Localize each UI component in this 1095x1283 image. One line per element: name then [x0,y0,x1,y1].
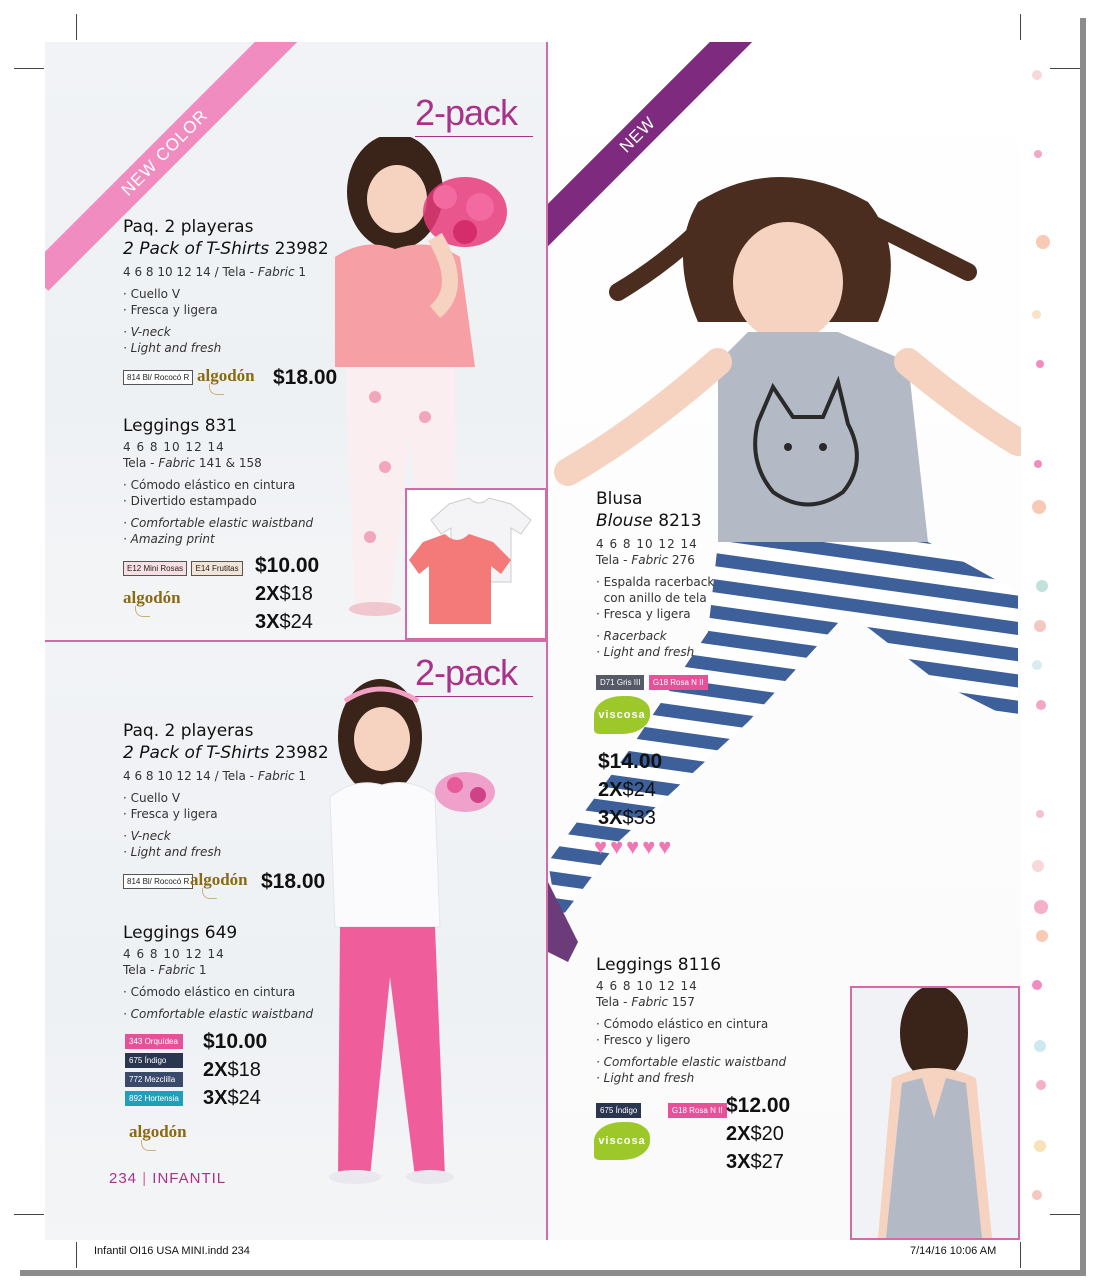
feature-es: · Cuello V [123,287,181,301]
color-swatch: 772 Mezclilla [125,1072,183,1087]
print-date: 7/14/16 10:06 AM [910,1245,997,1257]
panel-bottom-left [45,642,546,1240]
product-fabric: Tela - Fabric 157 [596,995,695,1009]
panel-top-left [45,42,547,640]
color-swatch: G18 Rosa N II [649,675,708,690]
heart-icon: ♥ [626,834,640,859]
product-subtitle: 2 Pack of T-Shirts 23982 [123,239,329,259]
product-sizes: 4 6 8 10 12 14 / Tela - Fabric 1 [123,769,307,783]
product-title: Leggings 649 [123,923,238,943]
ribbon-new-color-label: NEW COLOR [117,105,212,200]
heart-icon: ♥ [642,834,656,859]
color-swatch: D71 Gris III [596,675,644,690]
color-swatch: 814 Bl/ Rococó R [123,874,193,889]
crop-mark [1020,14,1021,40]
price: $18.00 [261,870,326,893]
crop-mark [1050,1214,1080,1215]
product-leggings-649 [123,922,423,1022]
two-pack-badge: 2-pack [415,652,533,697]
feature-en: · Comfortable elastic waistband [123,516,314,530]
crop-mark [1020,1242,1021,1268]
feature-es: · Fresca y ligera [123,303,218,317]
algodon-logo: algodón [129,1122,187,1151]
color-swatch: 814 Bl/ Rococó R [123,370,193,385]
crop-mark [1050,68,1080,69]
product-sizes: 4 6 8 10 12 14 / Tela - Fabric 1 [123,265,307,279]
product-sizes: 4 6 8 10 12 14 [596,979,698,993]
feature-en: · Comfortable elastic waistband [123,1007,314,1021]
ribbon-new-label: NEW [615,112,660,157]
feature-es: · Fresca y ligera [123,807,218,821]
product-sizes: 4 6 8 10 12 14 [123,947,225,961]
color-swatch: 675 Índigo [125,1053,183,1068]
product-fabric: Tela - Fabric 276 [596,553,695,567]
crop-mark [14,1214,44,1215]
feature-en: · V-neck [123,829,171,843]
product-leggings-8116 [596,954,836,1086]
viscosa-logo: viscosa [594,696,650,734]
price: $10.00 [255,554,320,577]
price: $14.00 [598,750,663,773]
product-title: Paq. 2 playeras [123,217,254,237]
color-swatch: 675 Índigo [596,1103,641,1118]
feature-en: · Amazing print [123,532,215,546]
product-2pack-bottom [123,720,423,860]
two-pack-badge: 2-pack [415,92,533,137]
color-swatch: 892 Hortensia [125,1091,183,1106]
product-title: Blusa [596,489,643,509]
feature-es: con anillo de tela [596,591,707,605]
price: $10.00 [203,1030,268,1053]
product-fabric: Tela - Fabric 141 & 158 [123,456,262,470]
decorative-dots [1024,60,1054,1240]
page-footer-label: 234 | INFANTIL [109,1170,227,1187]
product-subtitle: 2 Pack of T-Shirts 23982 [123,743,329,763]
feature-en: · Light and fresh [123,845,222,859]
color-swatch: E14 Frutitas [191,561,242,576]
price: $12.00 [726,1094,791,1117]
multi-price: 2X$20 3X$27 [726,1123,784,1173]
product-sizes: 4 6 8 10 12 14 [596,537,698,551]
feature-es: · Fresco y ligero [596,1033,691,1047]
feature-en: · Comfortable elastic waistband [596,1055,787,1069]
color-swatches [596,1100,727,1118]
feature-en: · V-neck [123,325,171,339]
crop-mark [14,68,44,69]
price: $18.00 [273,366,338,389]
product-title: Leggings 831 [123,416,238,436]
heart-icon: ♥ [658,834,672,859]
product-sizes: 4 6 8 10 12 14 [123,440,225,454]
color-swatch-list [125,1034,185,1106]
catalog-page [45,42,1021,1240]
multi-price: 2X$18 3X$24 [203,1059,261,1109]
color-swatch: 343 Orquídea [125,1034,183,1049]
heart-icon: ♥ [610,834,624,859]
feature-es: · Cómodo elástico en cintura [123,985,296,999]
inset-tshirts-photo [405,488,547,640]
feature-es: · Divertido estampado [123,494,257,508]
feature-es: · Cuello V [123,791,181,805]
feature-es: · Espalda racerback [596,575,715,589]
feature-en: · Light and fresh [596,1071,695,1085]
multi-price: 2X$18 3X$24 [255,583,313,633]
section-name: INFANTIL [152,1170,227,1187]
print-swatches [123,558,243,576]
feature-en: · Light and fresh [123,341,222,355]
product-subtitle: Blouse 8213 [596,511,702,531]
product-leggings-831 [123,415,423,547]
page-number: 234 [109,1170,138,1187]
panel-right [548,42,1021,1240]
color-swatch: E12 Mini Rosas [123,561,187,576]
product-blusa-8213 [596,488,816,660]
color-swatches [596,672,708,690]
feature-en: · Light and fresh [596,645,695,659]
inset-racerback-photo [850,986,1020,1240]
crop-mark [76,14,77,40]
product-title: Paq. 2 playeras [123,721,254,741]
viscosa-logo: viscosa [594,1122,650,1160]
product-fabric: Tela - Fabric 1 [123,963,207,977]
product-2pack-top [123,216,423,356]
feature-es: · Cómodo elástico en cintura [596,1017,769,1031]
rating-hearts [594,836,674,859]
algodon-logo: algodón [190,870,248,899]
color-swatch: G18 Rosa N II [668,1103,727,1118]
algodon-logo: algodón [197,366,255,395]
feature-en: · Racerback [596,629,667,643]
crop-mark [76,1242,77,1268]
heart-icon: ♥ [594,834,608,859]
print-slug: Infantil OI16 USA MINI.indd 234 [94,1245,250,1257]
product-title: Leggings 8116 [596,955,722,975]
feature-es: · Cómodo elástico en cintura [123,478,296,492]
multi-price: 2X$24 3X$33 [598,779,656,829]
algodon-logo: algodón [123,588,181,617]
feature-es: · Fresca y ligera [596,607,691,621]
